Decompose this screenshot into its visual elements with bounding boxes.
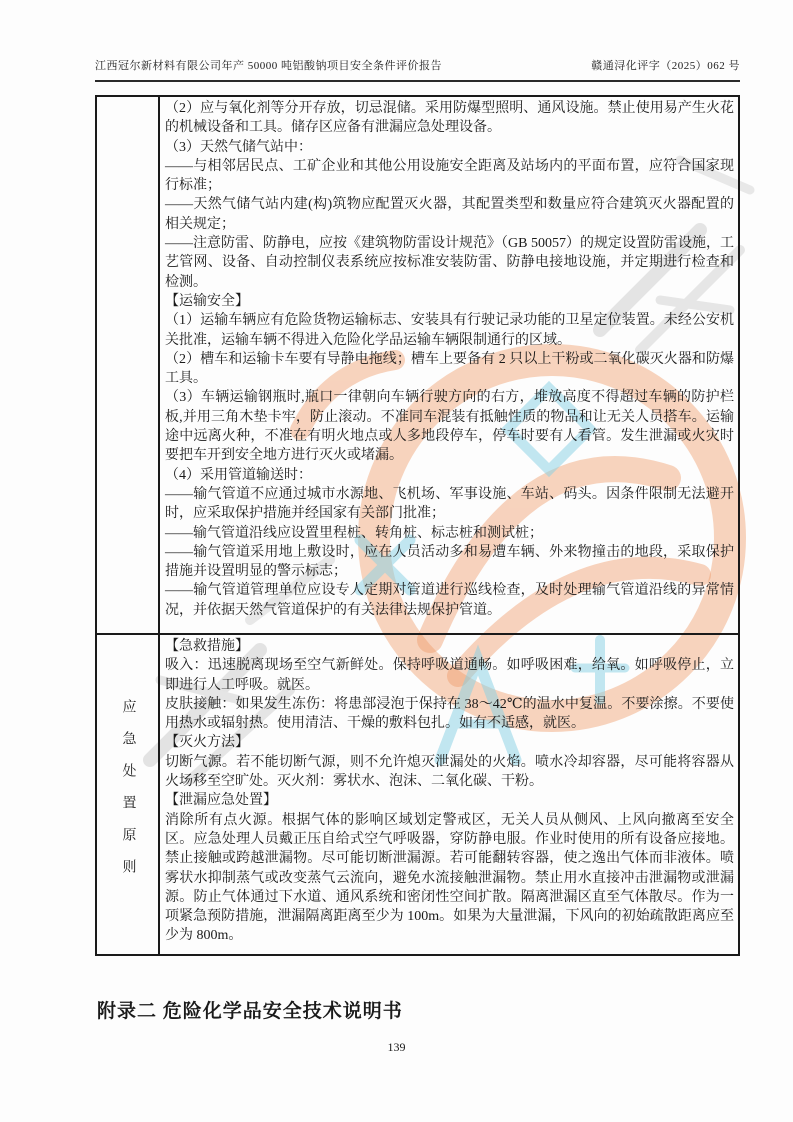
paragraph: （2）应与氧化剂等分开存放，切忌混储。采用防爆型照明、通风设施。禁止使用易产生火花的机械设备和工具。储存区应备有泄漏应急处理设备。 bbox=[165, 101, 734, 136]
paragraph: （4）采用管道输送时： bbox=[165, 467, 312, 483]
paragraph: ——输气管道采用地上敷设时，应在人员活动多和易遭车辆、外来物撞击的地段，采取保护措施并设置明显的警示标志； bbox=[165, 544, 734, 580]
header-report-title: 江西冠尔新材料有限公司年产 50000 吨铝酸钠项目安全条件评价报告 bbox=[95, 60, 442, 72]
appendix-heading: 附录二 危险化学品安全技术说明书 bbox=[97, 1001, 403, 1022]
paragraph: ——与相邻居民点、工矿企业和其他公用设施安全距离及站场内的平面布置，应符合国家现行标准； bbox=[165, 158, 734, 194]
paragraph: （3）天然气储气站中： bbox=[165, 139, 312, 155]
row-content-storage-transport bbox=[160, 97, 738, 633]
paragraph: ——输气管道管理单位应设专人定期对管道进行巡线检查，及时处理输气管道沿线的异常情况，并依据天然气管道保护的有关法律法规保护管道。 bbox=[165, 583, 734, 618]
row-content-emergency-principles bbox=[160, 635, 738, 954]
paragraph: ——天然气储气站内建(构)筑物应配置灭火器，其配置类型和数量应符合建筑灭火器配置的相关规定； bbox=[165, 197, 734, 232]
paragraph: 【灭火方法】 bbox=[165, 735, 249, 751]
page-header bbox=[95, 57, 740, 82]
paragraph: 切断气源。若不能切断气源，则不允许熄灭泄漏处的火焰。喷水冷却容器，尽可能将容器从火场移至空旷处。灭火剂：雾状水、泡沫、二氧化碳、干粉。 bbox=[165, 754, 734, 790]
paragraph: （3）车辆运输钢瓶时,瓶口一律朝向车辆行驶方向的右方，堆放高度不得超过车辆的防护栏板,并用三角木垫卡牢，防止滚动。不准同车混装有抵触性质的物品和让无关人员搭车。运输途中远离火种，不准在有明火地点或人多地段停车，停车时要有人看管。发生泄漏或火灾时要把车开到安全地方进行灭火或堵漏。 bbox=[165, 390, 734, 464]
row-label-text: 应急处置原则 bbox=[120, 698, 136, 891]
paragraph: 【泄漏应急处置】 bbox=[165, 793, 277, 809]
paragraph: 【急救措施】 bbox=[165, 639, 249, 654]
paragraph: 皮肤接触：如果发生冻伤：将患部浸泡于保持在 38～42℃的温水中复温。不要涂擦。不要使用热水或辐射热。使用清洁、干燥的敷料包扎。如有不适感，就医。 bbox=[165, 696, 734, 732]
safety-measures-table bbox=[95, 95, 740, 956]
paragraph: 消除所有点火源。根据气体的影响区域划定警戒区，无关人员从侧风、上风向撤离至安全区。应急处理人员戴正压自给式空气呼吸器，穿防静电服。作业时使用的所有设备应接地。禁止接触或跨越泄漏物。尽可能切断泄漏源。若可能翻转容器，使之逸出气体而非液体。喷雾状水抑制蒸气或改变蒸气云流向，避免水流接触泄漏物。禁止用水直接冲击泄漏物或泄漏源。防止气体通过下水道、通风系统和密闭性空间扩散。隔离泄漏区直至气体散尽。作为一项紧急预防措施，泄漏隔离距离至少为 100m。如果为大量泄漏，下风向的初始疏散距离应至少为 800m。 bbox=[165, 812, 734, 944]
paragraph: （1）运输车辆应有危险货物运输标志、安装具有行驶记录功能的卫星定位装置。未经公安机关批准，运输车辆不得进入危险化学品运输车辆限制通行的区域。 bbox=[165, 313, 734, 348]
table-row bbox=[97, 633, 738, 954]
paragraph: ——注意防雷、防静电，应按《建筑物防雷设计规范》（GB 50057）的规定设置防雷设施，工艺管网、设备、自动控制仪表系统应按标准安装防雷、防静电接地设施，并定期进行检查和检测。 bbox=[165, 236, 734, 290]
paragraph: 【运输安全】 bbox=[165, 293, 249, 309]
paragraph: 吸入：迅速脱离现场至空气新鲜处。保持呼吸道通畅。如呼吸困难，给氧。如呼吸停止，立即进行人工呼吸。就医。 bbox=[165, 658, 734, 693]
paragraph: （2）槽车和运输卡车要有导静电拖线；槽车上要备有 2 只以上干粉或二氧化碳灭火器和防爆工具。 bbox=[165, 351, 734, 387]
header-document-number: 赣通浔化评字（2025）062 号 bbox=[591, 60, 740, 72]
row-label-cell-empty bbox=[97, 97, 160, 633]
table-row bbox=[97, 97, 738, 633]
paragraph: ——输气管道沿线应设置里程桩、转角桩、标志桩和测试桩； bbox=[165, 525, 543, 541]
row-label-cell-emergency bbox=[97, 635, 160, 954]
page-number: 139 bbox=[387, 1040, 406, 1054]
paragraph: ——输气管道不应通过城市水源地、飞机场、军事设施、车站、码头。因条件限制无法避开时，应采取保护措施并经国家有关部门批准； bbox=[165, 486, 734, 522]
